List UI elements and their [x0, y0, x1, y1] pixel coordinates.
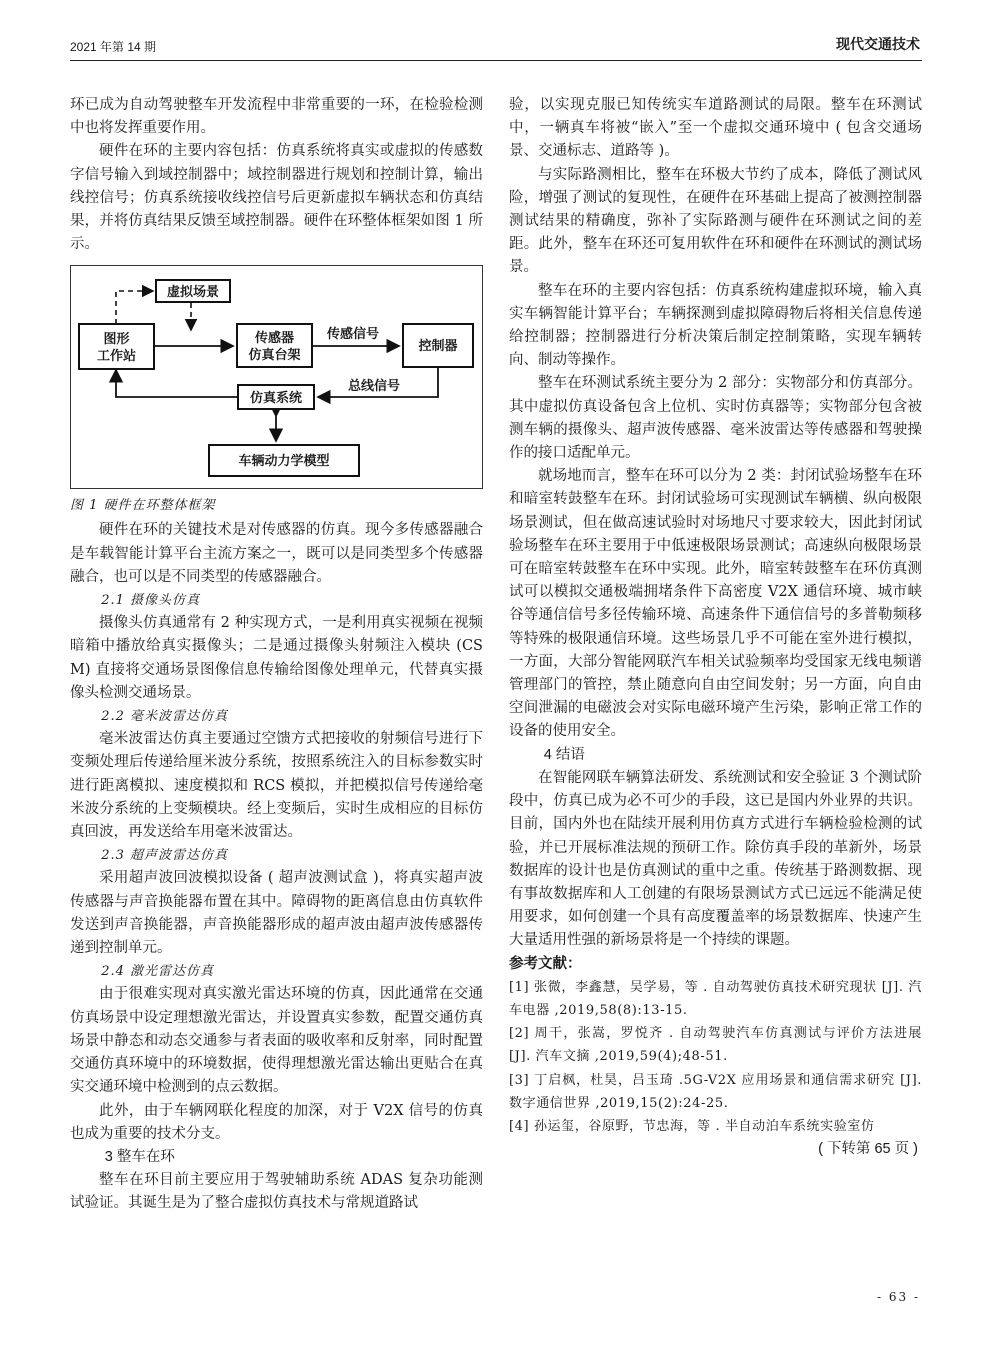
subsection-heading: 2.1 摄像头仿真	[101, 593, 200, 609]
paragraph: 由于很难实现对真实激光雷达环境的仿真，因此通常在交通仿真场景中设定理想激光雷达，并设置真实参数，配置交通仿真场景中静态和动态交通参与者表面的吸收率和反射率，同时配置交通仿真环境中的环境数据，使得理想激光雷达输出更贴合在真实交通环境中检测到的点云数据。	[70, 986, 483, 1096]
paragraph: 与实际路测相比，整车在环极大节约了成本，降低了测试风险，增强了测试的复现性，在硬件在环基础上提高了被测控制器测试结果的精确度，弥补了实际路测与硬件在环测试之间的差距。此外，整车在环还可复用软件在环和硬件在环测试的测试场景。	[509, 166, 922, 276]
subsection-heading: 2.4 激光雷达仿真	[101, 964, 214, 980]
bus-signal-label: 总线信号	[348, 378, 401, 394]
paragraph: 整车在环目前主要应用于驾驶辅助系统 ADAS 复杂功能测试验证。其诞生是为了整合虚拟仿真技术与常规道路试	[70, 1172, 483, 1212]
paragraph: 就场地而言，整车在环可以分为 2 类：封闭试验场整车在环和暗室转鼓整车在环。封闭试验场可实现测试车辆横、纵向极限场景测试，但在做高速试验时对场地尺寸要求较大，因此封闭试验场整车在环主要用于中低速极限场景测试；高速纵向极限场景可在暗室转鼓整车在环中实现。此外，暗室转鼓整车在环仿真测试可以模拟交通极端拥堵条件下高密度 V2X 通信环境、城市峡谷等通信信号多径传输环境、高速条件下通信信号的多普勒频移等特殊的极限通信环境。这些场景几乎不可能在室外进行模拟，一方面，大部分智能网联汽车相关试验频率均受国家无线电频谱管理部门的管控，禁止随意向自由空间发射；另一方面，向自由空间泄漏的电磁波会对实际电磁环境产生污染，影响正常工作的设备的使用安全。	[509, 468, 922, 740]
paragraph: 环已成为自动驾驶整车开发流程中非常重要的一环，在检验检测中也将发挥重要作用。	[70, 97, 483, 137]
page-number: - 63 -	[876, 1290, 920, 1304]
sensor-signal-label: 传感信号	[327, 326, 380, 342]
paragraph: 整车在环测试系统主要分为 2 部分：实物部分和仿真部分。其中虚拟仿真设备包含上位机、实时仿真器等；实物部分包含被测车辆的摄像头、超声波传感器、毫米波雷达等传感器和驾驶操作的接口适配单元。	[509, 375, 922, 462]
reference-item: [2] 周干，张嵩，罗悦齐 . 自动驾驶汽车仿真测试与评价方法进展 [J]. 汽车文摘 ,2019,59(4);48-51.	[509, 1026, 922, 1065]
paragraph: 摄像头仿真通常有 2 种实现方式，一是利用真实视频在视频暗箱中播放给真实摄像头；二是通过摄像头射频注入模块 (CSM) 直接将交通场景图像信息传输给图像处理单元，代替真实摄像头检测交通场景。	[70, 615, 483, 701]
sim-system-box: 仿真系统	[237, 384, 315, 410]
paragraph: 验，以实现克服已知传统实车道路测试的局限。整车在环测试中，一辆真车将被“嵌入”至一个虚拟交通环境中 ( 包含交通场景、交通标志、道路等 )。	[509, 97, 922, 160]
paragraph: 在智能网联车辆算法研发、系统测试和安全验证 3 个测试阶段中，仿真已成为必不可少的手段，这已是国内外业界的共识。目前，国内外也在陆续开展利用仿真方式进行车辆检验检测的试验，并已开展标准法规的预研工作。除仿真手段的革新外，场景数据库的设计也是仿真测试的重中之重。传统基于路测数据、现有事故数据库和人工创建的有限场景测试方式已远远不能满足使用要求，如何创建一个具有高度覆盖率的场景数据库、快速产生大量适用性强的新场景将是一个持续的课题。	[509, 769, 922, 949]
journal-title: 现代交通技术	[836, 36, 920, 52]
paragraph: 硬件在环的关键技术是对传感器的仿真。现今多传感器融合是车载智能计算平台主流方案之一，既可以是同类型多个传感器融合，也可以是不同类型的传感器融合。	[70, 522, 483, 585]
subsection-heading: 2.2 毫米波雷达仿真	[101, 709, 228, 725]
reference-item: [4] 孙运玺，谷原野，节忠海，等 . 半自动泊车系统实验室仿	[509, 1118, 875, 1134]
journal-issue: 2021 年第 14 期	[70, 40, 157, 54]
paragraph: 整车在环的主要内容包括：仿真系统构建虚拟环境，输入真实车辆智能计算平台；车辆探测到虚拟障碍物后将相关信息传递给控制器；控制器进行分析决策后制定控制策略，实现车辆转向、制动等操作。	[509, 282, 922, 369]
virtual-scene-box: 虚拟场景	[155, 279, 231, 303]
reference-item: [1] 张微，李鑫慧，吴学易，等 . 自动驾驶仿真技术研究现状 [J]. 汽车电器 ,2019,58(8):13-15.	[509, 979, 922, 1018]
reference-item: [3] 丁启枫，杜昊，吕玉琦 .5G-V2X 应用场景和通信需求研究 [J]. 数字通信世界 ,2019,15(2):24-25.	[509, 1072, 922, 1111]
sensor-rig-box: 传感器 仿真台架	[236, 323, 313, 368]
section-heading: 4 结语	[543, 746, 585, 763]
paragraph: 硬件在环的主要内容包括：仿真系统将真实或虚拟的传感数字信号输入到域控制器中；域控制器进行规划和控制计算，输出线控信号；仿真系统接收线控信号后更新虚拟车辆状态和仿真结果，并将仿真结果反馈至域控制器。硬件在环整体框架如图 1 所示。	[70, 143, 483, 253]
continued-note: ( 下转第 65 页 )	[818, 1141, 918, 1158]
controller-box: 控制器	[402, 323, 474, 368]
section-heading: 3 整车在环	[104, 1148, 175, 1165]
right-column	[509, 94, 922, 1161]
graphics-workstation-box: 图形 工作站	[78, 323, 155, 370]
vehicle-dynamics-box: 车辆动力学模型	[208, 444, 360, 477]
hil-framework-figure	[70, 265, 483, 489]
left-column	[70, 94, 483, 1216]
paragraph: 毫米波雷达仿真主要通过空馈方式把接收的射频信号进行下变频处理后传递给厘米波分系统，按照系统注入的目标参数实时进行距离模拟、速度模拟和 RCS 模拟，并把模拟信号传递给毫米波分系统的上变频模块。经上变频后，实时生成相应的目标仿真回波，再发送给车用毫米波雷达。	[70, 731, 483, 841]
paragraph: 此外，由于车辆网联化程度的加深，对于 V2X 信号的仿真也成为重要的技术分支。	[70, 1102, 483, 1142]
subsection-heading: 2.3 超声波雷达仿真	[101, 848, 228, 864]
references-heading: 参考文献：	[509, 955, 582, 972]
paragraph: 采用超声波回波模拟设备 ( 超声波测试盒 )，将真实超声波传感器与声音换能器布置在其中。障碍物的距离信息由仿真软件发送到声音换能器，声音换能器形成的超声波由超声波传感器传递到控制单元。	[70, 870, 483, 957]
header-rule	[70, 60, 922, 61]
figure-caption: 图 1 硬件在环整体框架	[70, 498, 216, 514]
